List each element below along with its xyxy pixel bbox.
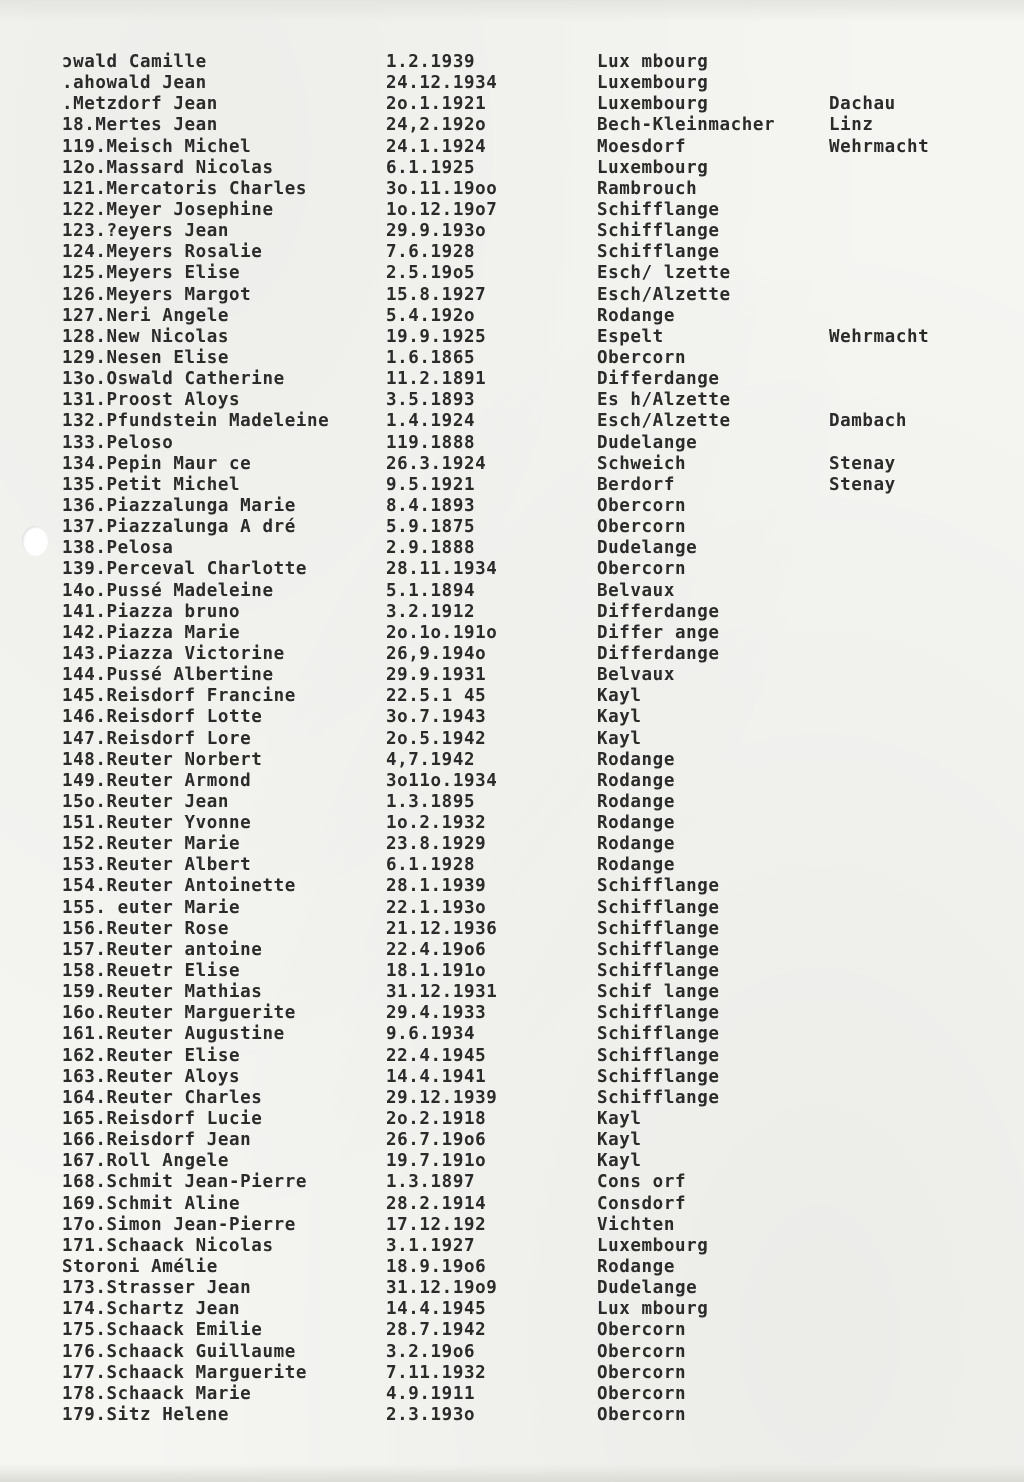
entry-date: 31.12.1931: [386, 982, 498, 1003]
entry-date: 19.9.1925: [386, 326, 487, 347]
entry-place: Luxembourg: [597, 1235, 709, 1256]
entry-name: 175.Schaack Emilie: [62, 1320, 263, 1341]
entry-date: 22.1.193o: [386, 897, 487, 918]
entry-name: 167.Roll Angele: [62, 1151, 230, 1172]
entry-place: Obercorn: [597, 1383, 687, 1404]
list-item: [0, 855, 1024, 876]
entry-date: 2.5.19o5: [386, 263, 476, 284]
entry-name: 164.Reuter Charles: [62, 1087, 263, 1108]
list-item: [0, 1151, 1024, 1172]
list-item: [0, 433, 1024, 454]
entry-name: 147.Reisdorf Lore: [62, 728, 252, 749]
entry-name: 151.Reuter Yvonne: [62, 813, 252, 834]
entry-name: 158.Reuetr Elise: [62, 961, 241, 982]
list-item: [0, 115, 1024, 136]
list-item: [0, 1215, 1024, 1236]
entry-date: 2o.5.1942: [386, 728, 487, 749]
entry-date: 1.2.1939: [386, 52, 476, 72]
list-item: [0, 179, 1024, 200]
entry-name: 168.Schmit Jean-Pierre: [62, 1172, 307, 1193]
entry-name: 177.Schaack Marguerite: [62, 1362, 307, 1383]
list-item: [0, 306, 1024, 327]
list-item: [0, 348, 1024, 369]
entry-place: Schifflange: [597, 918, 720, 939]
list-item: [0, 1046, 1024, 1067]
entry-place: Schweich: [597, 453, 687, 474]
entry-date: 2.3.193o: [386, 1405, 476, 1425]
entry-place: Lux mbourg: [597, 52, 709, 72]
entry-date: 3.2.1912: [386, 601, 476, 622]
list-item: [0, 1194, 1024, 1215]
entry-place: Differdange: [597, 369, 720, 390]
entry-date: 29.12.1939: [386, 1087, 498, 1108]
entry-place: Schifflange: [597, 1087, 720, 1108]
entry-place: Esch/ lzette: [597, 263, 731, 284]
list-item: [0, 1088, 1024, 1109]
entry-date: 26.7.19o6: [386, 1130, 487, 1151]
list-item: [0, 1320, 1024, 1341]
entry-place: Schifflange: [597, 242, 720, 263]
list-item: [0, 517, 1024, 538]
entry-name: 121.Mercatoris Charles: [62, 178, 307, 199]
entry-place: Cons orf: [597, 1172, 687, 1193]
list-item: [0, 623, 1024, 644]
entry-name: 149.Reuter Armond: [62, 770, 252, 791]
entry-list: [0, 52, 1024, 1426]
entry-name: 142.Piazza Marie: [62, 622, 241, 643]
entry-date: 5.9.1875: [386, 517, 476, 538]
entry-name: 141.Piazza bruno: [62, 601, 241, 622]
entry-place: Dudelange: [597, 432, 698, 453]
list-item: [0, 1172, 1024, 1193]
entry-name: 154.Reuter Antoinette: [62, 876, 296, 897]
entry-name: 119.Meisch Michel: [62, 136, 252, 157]
list-item: [0, 813, 1024, 834]
entry-date: 3.2.19o6: [386, 1341, 476, 1362]
entry-date: 28.1.1939: [386, 876, 487, 897]
entry-date: 14.4.1945: [386, 1299, 487, 1320]
entry-date: 29.4.1933: [386, 1003, 487, 1024]
scan-edge-bottom: [0, 1464, 1024, 1482]
entry-date: 26.3.1924: [386, 453, 487, 474]
entry-name: .Metzdorf Jean: [62, 94, 218, 115]
entry-place: Obercorn: [597, 347, 687, 368]
list-item: [0, 686, 1024, 707]
entry-name: 14o.Pussé Madeleine: [62, 580, 274, 601]
list-item: [0, 1067, 1024, 1088]
entry-name: 15o.Reuter Jean: [62, 791, 230, 812]
entry-date: 14.4.1941: [386, 1066, 487, 1087]
list-item: [0, 369, 1024, 390]
entry-name: 131.Proost Aloys: [62, 390, 241, 411]
entry-date: 3o.11.19oo: [386, 178, 498, 199]
entry-name: 12o.Massard Nicolas: [62, 157, 274, 178]
entry-place: Obercorn: [597, 517, 687, 538]
entry-place: Schifflange: [597, 1045, 720, 1066]
entry-name: 13o.Oswald Catherine: [62, 369, 285, 390]
list-item: [0, 285, 1024, 306]
entry-place: Obercorn: [597, 495, 687, 516]
list-item: [0, 1342, 1024, 1363]
entry-name: 176.Schaack Guillaume: [62, 1341, 296, 1362]
list-item: [0, 1109, 1024, 1130]
entry-date: 17.12.192: [386, 1214, 487, 1235]
entry-date: 3.1.1927: [386, 1235, 476, 1256]
entry-name: 157.Reuter antoine: [62, 939, 263, 960]
entry-date: 28.2.1914: [386, 1193, 487, 1214]
list-item: [0, 581, 1024, 602]
entry-name: 134.Pepin Maur ce: [62, 453, 252, 474]
entry-name: .ahowald Jean: [62, 73, 207, 94]
entry-date: 1.3.1897: [386, 1172, 476, 1193]
list-item: [0, 771, 1024, 792]
entry-date: 7.6.1928: [386, 242, 476, 263]
entry-name: 137.Piazzalunga A dré: [62, 517, 296, 538]
entry-place: Schifflange: [597, 199, 720, 220]
entry-name: 153.Reuter Albert: [62, 855, 252, 876]
entry-place: Kayl: [597, 1109, 642, 1130]
entry-date: 2o.1.1921: [386, 94, 487, 115]
entry-date: 24.1.1924: [386, 136, 487, 157]
entry-date: 23.8.1929: [386, 834, 487, 855]
list-item: [0, 263, 1024, 284]
entry-place: Berdorf: [597, 474, 675, 495]
entry-place: Obercorn: [597, 1405, 687, 1425]
entry-place: Obercorn: [597, 559, 687, 580]
entry-place: Espelt: [597, 326, 664, 347]
list-item: [0, 94, 1024, 115]
entry-place: Moesdorf: [597, 136, 687, 157]
entry-note: Wehrmacht: [829, 136, 930, 157]
entry-date: 1.3.1895: [386, 791, 476, 812]
entry-place: Rambrouch: [597, 178, 698, 199]
entry-name: 139.Perceval Charlotte: [62, 559, 307, 580]
scan-edge-top: [0, 0, 1024, 22]
entry-name: 16o.Reuter Marguerite: [62, 1003, 296, 1024]
entry-date: 24,2.192o: [386, 115, 487, 136]
entry-place: Rodange: [597, 770, 675, 791]
entry-place: Kayl: [597, 1130, 642, 1151]
entry-place: Luxembourg: [597, 157, 709, 178]
entry-place: Obercorn: [597, 1320, 687, 1341]
entry-place: Rodange: [597, 855, 675, 876]
entry-place: Luxembourg: [597, 73, 709, 94]
list-item: [0, 1405, 1024, 1426]
entry-date: 19.7.191o: [386, 1151, 487, 1172]
list-item: [0, 73, 1024, 94]
entry-name: 161.Reuter Augustine: [62, 1024, 285, 1045]
entry-name: 132.Pfundstein Madeleine: [62, 411, 330, 432]
entry-place: Es h/Alzette: [597, 390, 731, 411]
list-item: [0, 242, 1024, 263]
entry-date: 1o.2.1932: [386, 813, 487, 834]
entry-place: Vichten: [597, 1214, 675, 1235]
entry-date: 11.2.1891: [386, 369, 487, 390]
list-item: [0, 665, 1024, 686]
entry-date: 5.4.192o: [386, 305, 476, 326]
list-item: [0, 1236, 1024, 1257]
list-item: [0, 559, 1024, 580]
entry-name: 133.Peloso: [62, 432, 174, 453]
list-item: [0, 454, 1024, 475]
list-item: [0, 982, 1024, 1003]
entry-note: Linz: [829, 115, 874, 136]
entry-place: Schifflange: [597, 939, 720, 960]
entry-name: 124.Meyers Rosalie: [62, 242, 263, 263]
entry-place: Differdange: [597, 601, 720, 622]
entry-note: Wehrmacht: [829, 326, 930, 347]
entry-date: 24.12.1934: [386, 73, 498, 94]
entry-place: Obercorn: [597, 1341, 687, 1362]
entry-date: 22.4.1945: [386, 1045, 487, 1066]
entry-name: 144.Pussé Albertine: [62, 665, 274, 686]
entry-name: 125.Meyers Elise: [62, 263, 241, 284]
list-item: [0, 961, 1024, 982]
entry-note: Dachau: [829, 94, 896, 115]
entry-place: Belvaux: [597, 580, 675, 601]
entry-date: 1.4.1924: [386, 411, 476, 432]
entry-date: 5.1.1894: [386, 580, 476, 601]
entry-name: 145.Reisdorf Francine: [62, 686, 296, 707]
entry-place: Rodange: [597, 791, 675, 812]
entry-place: Schifflange: [597, 1024, 720, 1045]
entry-name: ɔwald Camille: [62, 52, 207, 72]
entry-date: 29.9.1931: [386, 665, 487, 686]
list-item: [0, 898, 1024, 919]
entry-name: 163.Reuter Aloys: [62, 1066, 241, 1087]
entry-name: 159.Reuter Mathias: [62, 982, 263, 1003]
entry-date: 18.9.19o6: [386, 1257, 487, 1278]
entry-name: 143.Piazza Victorine: [62, 643, 285, 664]
list-item: [0, 876, 1024, 897]
entry-place: Rodange: [597, 813, 675, 834]
entry-name: 155. euter Marie: [62, 897, 241, 918]
entry-name: 136.Piazzalunga Marie: [62, 495, 296, 516]
entry-date: 4,7.1942: [386, 749, 476, 770]
entry-date: 8.4.1893: [386, 495, 476, 516]
entry-place: Dudelange: [597, 1278, 698, 1299]
entry-date: 6.1.1928: [386, 855, 476, 876]
list-item: [0, 538, 1024, 559]
entry-place: Kayl: [597, 707, 642, 728]
entry-date: 2o.1o.191o: [386, 622, 498, 643]
entry-place: Rodange: [597, 305, 675, 326]
list-item: [0, 475, 1024, 496]
list-item: [0, 940, 1024, 961]
entry-name: 173.Strasser Jean: [62, 1278, 252, 1299]
entry-name: 126.Meyers Margot: [62, 284, 252, 305]
entry-date: 6.1.1925: [386, 157, 476, 178]
entry-place: Rodange: [597, 834, 675, 855]
list-item: [0, 1003, 1024, 1024]
list-item: [0, 1130, 1024, 1151]
entry-date: 9.5.1921: [386, 474, 476, 495]
list-item: [0, 496, 1024, 517]
entry-place: Schif lange: [597, 982, 720, 1003]
entry-name: 152.Reuter Marie: [62, 834, 241, 855]
list-item: [0, 411, 1024, 432]
list-item: [0, 390, 1024, 411]
entry-date: 21.12.1936: [386, 918, 498, 939]
entry-name: 127.Neri Angele: [62, 305, 230, 326]
entry-name: 165.Reisdorf Lucie: [62, 1109, 263, 1130]
entry-name: 179.Sitz Helene: [62, 1405, 230, 1425]
entry-note: Stenay: [829, 453, 896, 474]
entry-place: Obercorn: [597, 1362, 687, 1383]
list-item: [0, 200, 1024, 221]
entry-name: 129.Nesen Elise: [62, 347, 230, 368]
entry-name: 162.Reuter Elise: [62, 1045, 241, 1066]
list-item: [0, 221, 1024, 242]
entry-place: Dudelange: [597, 538, 698, 559]
entry-name: 146.Reisdorf Lotte: [62, 707, 263, 728]
entry-place: Consdorf: [597, 1193, 687, 1214]
list-item: [0, 1384, 1024, 1405]
list-item: [0, 52, 1024, 73]
entry-place: Schifflange: [597, 221, 720, 242]
entry-name: 128.New Nicolas: [62, 326, 230, 347]
entry-date: 26,9.194o: [386, 643, 487, 664]
list-item: [0, 602, 1024, 623]
entry-name: 148.Reuter Norbert: [62, 749, 263, 770]
entry-place: Esch/Alzette: [597, 411, 731, 432]
entry-place: Schifflange: [597, 876, 720, 897]
list-item: [0, 327, 1024, 348]
entry-date: 7.11.1932: [386, 1362, 487, 1383]
entry-name: 18.Mertes Jean: [62, 115, 218, 136]
entry-date: 1o.12.19o7: [386, 199, 498, 220]
entry-date: 2o.2.1918: [386, 1109, 487, 1130]
entry-date: 2.9.1888: [386, 538, 476, 559]
list-item: [0, 158, 1024, 179]
entry-date: 28.11.1934: [386, 559, 498, 580]
entry-place: Belvaux: [597, 665, 675, 686]
entry-place: Rodange: [597, 749, 675, 770]
entry-note: Stenay: [829, 474, 896, 495]
entry-date: 3o.7.1943: [386, 707, 487, 728]
entry-date: 28.7.1942: [386, 1320, 487, 1341]
list-item: [0, 1299, 1024, 1320]
list-item: [0, 919, 1024, 940]
entry-name: Storoni Amélie: [62, 1257, 218, 1278]
entry-name: 156.Reuter Rose: [62, 918, 230, 939]
entry-place: Kayl: [597, 686, 642, 707]
list-item: [0, 750, 1024, 771]
entry-note: Dambach: [829, 411, 907, 432]
entry-name: 178.Schaack Marie: [62, 1383, 252, 1404]
list-item: [0, 792, 1024, 813]
entry-date: 119.1888: [386, 432, 476, 453]
entry-place: Esch/Alzette: [597, 284, 731, 305]
list-item: [0, 137, 1024, 158]
list-item: [0, 1257, 1024, 1278]
entry-place: Kayl: [597, 728, 642, 749]
entry-date: 1.6.1865: [386, 347, 476, 368]
entry-date: 22.4.19o6: [386, 939, 487, 960]
entry-place: Differdange: [597, 643, 720, 664]
entry-name: 122.Meyer Josephine: [62, 199, 274, 220]
entry-place: Bech-Kleinmacher: [597, 115, 776, 136]
entry-name: 135.Petit Michel: [62, 474, 241, 495]
list-item: [0, 1278, 1024, 1299]
entry-name: 123.?eyers Jean: [62, 221, 230, 242]
entry-date: 3.5.1893: [386, 390, 476, 411]
entry-date: 29.9.193o: [386, 221, 487, 242]
list-item: [0, 1024, 1024, 1045]
list-item: [0, 707, 1024, 728]
entry-name: 166.Reisdorf Jean: [62, 1130, 252, 1151]
entry-name: 17o.Simon Jean-Pierre: [62, 1214, 296, 1235]
entry-name: 169.Schmit Aline: [62, 1193, 241, 1214]
entry-place: Luxembourg: [597, 94, 709, 115]
entry-place: Schifflange: [597, 897, 720, 918]
entry-place: Rodange: [597, 1257, 675, 1278]
entry-place: Lux mbourg: [597, 1299, 709, 1320]
entry-place: Schifflange: [597, 1066, 720, 1087]
entry-date: 4.9.1911: [386, 1383, 476, 1404]
list-item: [0, 729, 1024, 750]
entry-name: 174.Schartz Jean: [62, 1299, 241, 1320]
entry-place: Schifflange: [597, 1003, 720, 1024]
entry-date: 3o11o.1934: [386, 770, 498, 791]
entry-place: Kayl: [597, 1151, 642, 1172]
entry-date: 31.12.19o9: [386, 1278, 498, 1299]
entry-date: 18.1.191o: [386, 961, 487, 982]
list-item: [0, 644, 1024, 665]
list-item: [0, 834, 1024, 855]
list-item: [0, 1363, 1024, 1384]
entry-place: Differ ange: [597, 622, 720, 643]
entry-name: 171.Schaack Nicolas: [62, 1235, 274, 1256]
entry-name: 138.Pelosa: [62, 538, 174, 559]
entry-date: 22.5.1 45: [386, 686, 487, 707]
entry-date: 15.8.1927: [386, 284, 487, 305]
entry-place: Schifflange: [597, 961, 720, 982]
entry-date: 9.6.1934: [386, 1024, 476, 1045]
